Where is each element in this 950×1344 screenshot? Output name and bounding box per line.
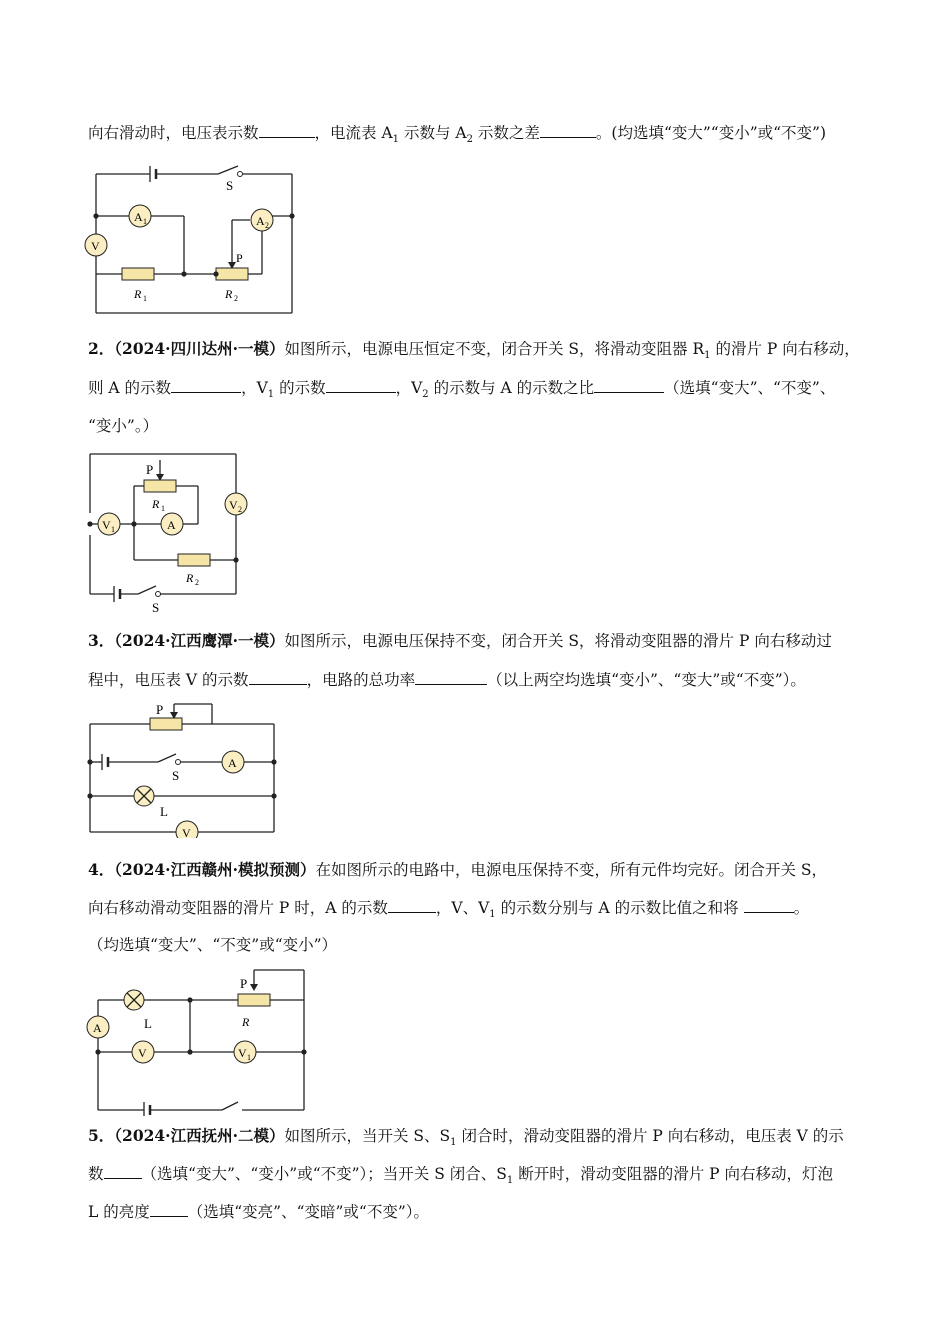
subscript: 1 — [704, 350, 711, 362]
question-source: （2024·江西抚州·二模） — [114, 1126, 285, 1145]
label-sub: 2 — [265, 221, 269, 230]
q2-text: ，V — [395, 379, 423, 397]
question-number: 3． — [88, 631, 115, 650]
answer-blank[interactable] — [744, 898, 794, 913]
q3-text: 如图所示，电源电压保持不变，闭合开关 S，将滑动变阻器的滑片 P 向右移动过 — [284, 632, 832, 650]
q2-text: （选填“变大”、“不变”、 — [664, 379, 836, 397]
resistor-r1 — [144, 480, 176, 492]
q4-text: 在如图所示的电路中，电源电压保持不变，所有元件均完好。闭合开关 S， — [315, 861, 828, 879]
q4-line-1 — [88, 860, 827, 880]
answer-blank[interactable] — [388, 898, 436, 913]
q2-line-1 — [88, 339, 860, 366]
label-p: P — [240, 976, 248, 991]
subscript: 1 — [489, 909, 496, 921]
q5-line-2 — [88, 1164, 833, 1191]
label-a: A — [93, 1021, 102, 1035]
resistor-r — [150, 718, 182, 730]
subscript: 2 — [466, 134, 473, 146]
q2-text: 的示数 — [274, 379, 326, 397]
answer-blank[interactable] — [415, 670, 487, 685]
q5-text: L 的亮度 — [88, 1203, 150, 1221]
subscript: 1 — [506, 1175, 514, 1187]
q1-text: 示数之差 — [472, 124, 540, 142]
q5-text: （选填“变亮”、“变暗”或“不变”）。 — [187, 1203, 430, 1221]
q5-text: 闭合时，滑动变阻器的滑片 P 向右移动，电压表 V 的示 — [456, 1127, 844, 1145]
label-a2: A — [256, 214, 265, 228]
answer-blank[interactable] — [171, 378, 241, 393]
label-v: V — [91, 239, 100, 253]
q4-text: 的示数分别与 A 的示数比值之和将 — [495, 899, 744, 917]
q5-text: （选填“变大”、“变小”或“不变”）；当开关 S 闭合、S — [141, 1165, 507, 1183]
q1-text: 向右滑动时，电压表示数 — [88, 124, 259, 142]
label-p: P — [236, 251, 243, 265]
label-v1: V — [238, 1046, 247, 1060]
label-sub: 2 — [238, 505, 242, 514]
label-sub: 1 — [143, 294, 147, 303]
q3-line-1 — [88, 631, 832, 651]
question-source: （2024·江西鹰潭·一模） — [114, 631, 285, 650]
q2-circuit-diagram — [82, 448, 252, 616]
q5-line-1 — [88, 1126, 844, 1153]
q1-text: ，电流表 A — [314, 124, 393, 142]
q1-line-1 — [88, 123, 826, 150]
q3-text: 程中，电压表 V 的示数 — [88, 671, 249, 689]
label-r: R — [242, 1015, 250, 1029]
q4-line-2 — [88, 898, 809, 925]
label-v: V — [182, 826, 191, 838]
answer-blank[interactable] — [540, 123, 596, 138]
label-s: S — [226, 178, 234, 193]
q4-text: （均选填“变大”、“不变”或“变小”） — [88, 936, 338, 954]
q2-text: “变小”。） — [88, 417, 159, 435]
q4-circuit-diagram — [82, 966, 312, 1116]
answer-blank[interactable] — [259, 123, 315, 138]
label-sub: 1 — [161, 504, 165, 513]
label-r2: R — [186, 571, 194, 585]
q2-text: 的滑片 P 向右移动， — [710, 340, 860, 358]
q3-line-2 — [88, 670, 806, 690]
resistor-r — [238, 994, 270, 1006]
label-v2: V — [229, 498, 238, 512]
label-r1: R — [134, 287, 142, 301]
resistor-r2 — [216, 268, 248, 280]
answer-blank[interactable] — [249, 670, 307, 685]
switch-contact-icon — [156, 592, 161, 597]
q3-text: ，电路的总功率 — [306, 671, 416, 689]
label-sub: 1 — [247, 1053, 251, 1062]
label-p: P — [156, 702, 164, 717]
label-sub: 1 — [111, 525, 115, 534]
label-sub: 1 — [143, 217, 147, 226]
subscript: 1 — [450, 1137, 457, 1149]
q4-line-3 — [88, 935, 337, 955]
label-p: P — [146, 462, 154, 477]
label-a: A — [228, 756, 237, 770]
label-v1: V — [102, 518, 111, 532]
label-s: S — [152, 600, 160, 615]
resistor-r1 — [122, 268, 154, 280]
label-l: L — [160, 804, 168, 819]
answer-blank[interactable] — [150, 1202, 188, 1217]
q2-line-2 — [88, 378, 835, 405]
label-l: L — [144, 1016, 152, 1031]
label-r2: R — [225, 287, 233, 301]
q5-text: 断开时，滑动变阻器的滑片 P 向右移动，灯泡 — [513, 1165, 833, 1183]
question-number: 5． — [88, 1126, 115, 1145]
label-s: S — [172, 768, 180, 783]
label-sub: 2 — [195, 578, 199, 587]
label-a1: A — [134, 210, 143, 224]
q1-text: 示数与 A — [399, 124, 467, 142]
answer-blank[interactable] — [594, 378, 664, 393]
q5-line-3 — [88, 1202, 429, 1222]
resistor-r2 — [178, 554, 210, 566]
q5-text: 数 — [88, 1165, 104, 1183]
q2-text: 的示数与 A 的示数之比 — [428, 379, 595, 397]
question-number: 2． — [88, 339, 115, 358]
q2-text: ，V — [241, 379, 268, 397]
q5-text: 如图所示，当开关 S、S — [284, 1127, 451, 1145]
q1-text: 。(均选填“变大”“变小”或“不变”) — [595, 124, 827, 142]
switch-contact-icon — [176, 760, 181, 765]
q2-text: 则 A 的示数 — [88, 379, 172, 397]
label-a: A — [167, 518, 176, 532]
answer-blank[interactable] — [326, 378, 396, 393]
q1-circuit-diagram — [80, 158, 300, 318]
answer-blank[interactable] — [104, 1164, 142, 1179]
slider-arrow-icon — [250, 984, 258, 991]
question-number: 4． — [88, 860, 115, 879]
q2-text: 如图所示，电源电压恒定不变，闭合开关 S，将滑动变阻器 R — [284, 340, 705, 358]
label-sub: 2 — [234, 294, 238, 303]
subscript: 1 — [267, 389, 275, 401]
q4-text: 向右移动滑动变阻器的滑片 P 时，A 的示数 — [88, 899, 388, 917]
q4-text: ，V、V — [435, 899, 490, 917]
q2-line-3 — [88, 416, 158, 436]
q3-circuit-diagram — [82, 696, 282, 838]
question-source: （2024·四川达州·一模） — [114, 339, 285, 358]
q3-text: （以上两空均选填“变小”、“变大”或“不变”）。 — [487, 671, 806, 689]
question-source: （2024·江西赣州·模拟预测） — [114, 860, 316, 879]
subscript: 2 — [422, 389, 429, 401]
label-r1: R — [152, 497, 160, 511]
label-v: V — [138, 1046, 147, 1060]
q4-text: 。 — [793, 899, 810, 917]
switch-contact-icon — [238, 172, 243, 177]
subscript: 1 — [392, 134, 400, 146]
